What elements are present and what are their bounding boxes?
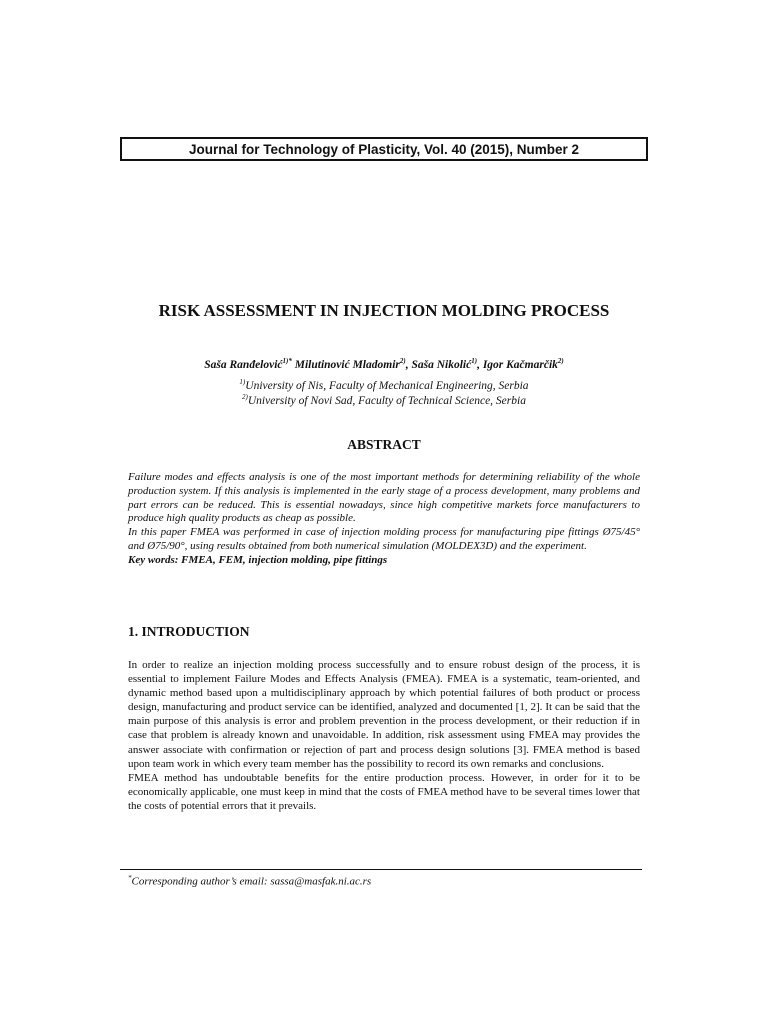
introduction-body [128, 658, 640, 813]
affiliation-1 [128, 378, 640, 392]
author-affiliation-mark: 1)* [282, 357, 292, 365]
section-heading-introduction: 1. INTRODUCTION [128, 624, 250, 639]
author-affiliation-mark: 2) [399, 357, 406, 365]
body-paragraph: FMEA method has undoubtable benefits for the entire production process. However, in order for it to be economically applicable, one must keep in mind that the costs of FMEA method have to be several times lower that the costs of potential errors that it prevails. [128, 771, 640, 812]
keywords [128, 554, 640, 568]
body-paragraph: In order to realize an injection molding process successfully and to ensure robust design of the process, it is essential to implement Failure Modes and Effects Analysis (FMEA). FMEA is a systematic, team-oriented, and dynamic method based upon a multidisciplinary approach by which potential failures of both product or process design, manufacturing and product service can be identified, analyzed and documented [1, 2]. It can be said that the main purpose of this analysis is error and problem prevention in the process development, or their reduction if in case that problem is already known and unavoidable. In addition, risk assessment using FMEA may provides the answer associate with confirmation or rejection of part and process design solutions [3]. FMEA method is based upon team work in which every team member has the possibility to record its own remarks and conclusions. [128, 659, 640, 770]
keywords-list: FMEA, FEM, injection molding, pipe fittings [178, 553, 388, 566]
footnote-marker: * [128, 874, 132, 882]
author-name: , Igor Kačmarčik [477, 358, 558, 371]
affiliation-2 [128, 393, 640, 407]
abstract-heading: ABSTRACT [347, 437, 421, 452]
journal-header: Journal for Technology of Plasticity, Vol. 40 (2015), Number 2 [120, 137, 648, 161]
affiliation-mark: 2) [242, 393, 248, 401]
affiliation-text: University of Nis, Faculty of Mechanical Engineering, Serbia [245, 379, 529, 392]
affiliation-text: University of Novi Sad, Faculty of Technical Science, Serbia [247, 394, 526, 407]
author-name: Saša Ranđelović [204, 358, 283, 371]
affiliation-mark: 1) [239, 378, 246, 386]
abstract-body [128, 471, 640, 568]
author-name: Milutinović Mladomir [291, 358, 400, 371]
author-affiliation-mark: 2) [557, 357, 564, 365]
footnote [128, 874, 640, 888]
abstract-paragraph: In this paper FMEA was performed in case of injection molding process for manufacturing pipe fittings Ø75/45° and Ø75/90°, using results obtained from both numerical simulation (MOLDEX3D) and the experiment. [128, 526, 640, 552]
footnote-divider [120, 869, 642, 870]
author-affiliation-mark: 1) [471, 357, 478, 365]
article-title: RISK ASSESSMENT IN INJECTION MOLDING PROCESS [158, 301, 610, 320]
keywords-label: Key words: [128, 553, 179, 566]
author-name: , Saša Nikolić [405, 358, 472, 371]
author-line [128, 357, 640, 371]
abstract-paragraph: Failure modes and effects analysis is one of the most important methods for determining reliability of the whole production system. If this analysis is implemented in the early stage of a process development, many problems and part errors can be reduced. This is essential nowadays, since high competitive markets force manufacturers to produce high quality products as cheap as possible. [128, 471, 640, 525]
footnote-text: Corresponding author’s email: sassa@masfak.ni.ac.rs [131, 875, 372, 888]
